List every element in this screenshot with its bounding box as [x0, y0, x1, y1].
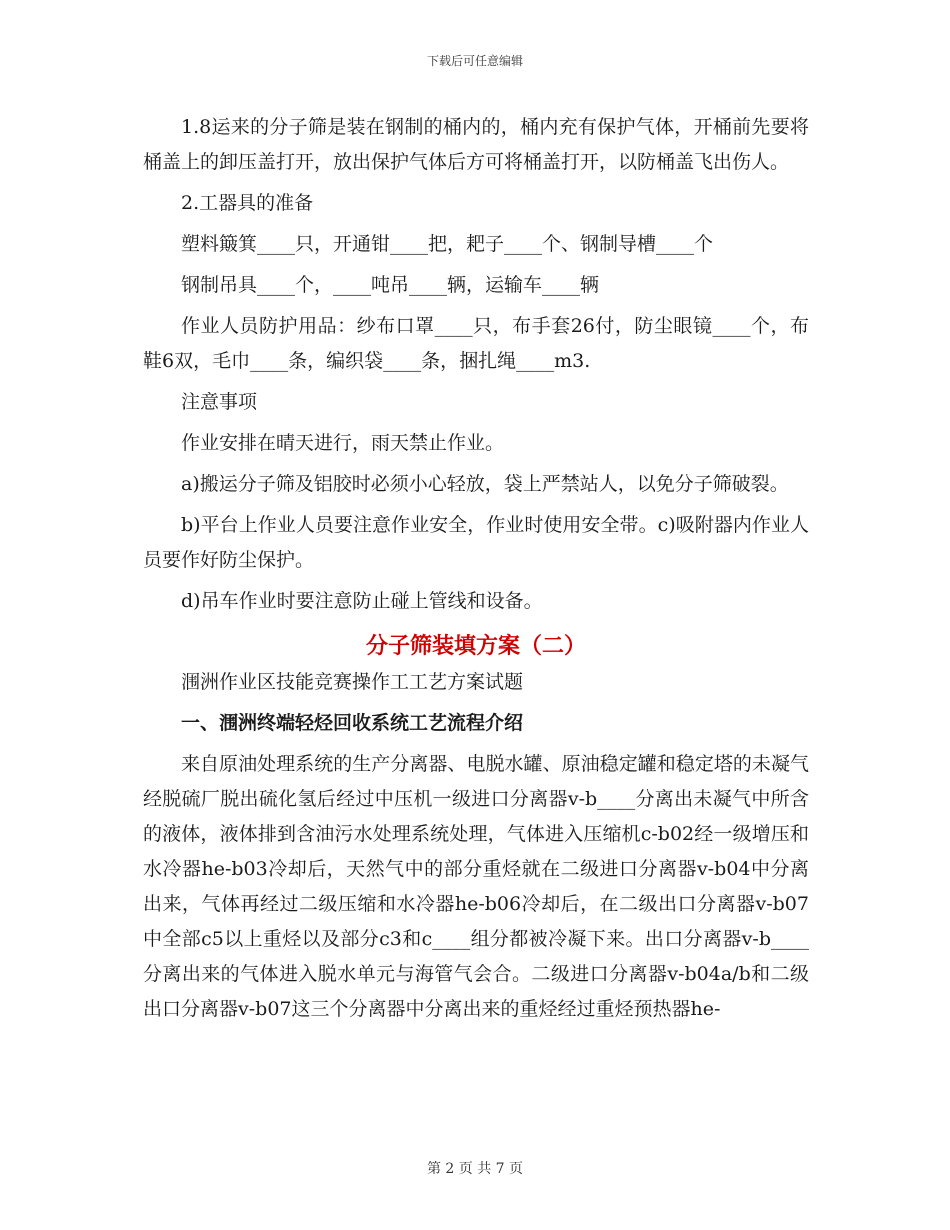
paragraph-note-d: d)吊车作业时要注意防止碰上管线和设备。 [181, 590, 543, 612]
section-heading: 一、涠洲终端轻烃回收系统工艺流程介绍 [181, 712, 524, 734]
paragraph-note-b-c: b)平台上作业人员要注意作业安全，作业时使用安全带。c)吸附器内作业人员要作好防尘保护。 [143, 514, 809, 571]
paragraph-tools-heading: 2.工器具的准备 [181, 192, 314, 214]
paragraph-note-a: a)搬运分子筛及铝胶时必须小心轻放，袋上严禁站人，以免分子筛破裂。 [181, 473, 789, 495]
page-header: 下载后可任意编辑 [426, 54, 523, 68]
document-body [143, 110, 809, 1027]
paragraph-protective-gear: 作业人员防护用品：纱布口罩____只，布手套26付，防尘眼镜____个，布鞋6双，毛巾____条，编织袋____条，捆扎绳____m3. [143, 315, 809, 372]
subtitle: 涠洲作业区技能竞赛操作工工艺方案试题 [181, 671, 524, 693]
section-title: 分子筛装填方案（二） [365, 633, 586, 659]
paragraph-intro: 1.8运来的分子筛是装在钢制的桶内的，桶内充有保护气体，开桶前先要将桶盖上的卸压盖打开，放出保护气体后方可将桶盖打开，以防桶盖飞出伤人。 [143, 116, 809, 173]
paragraph-weather: 作业安排在晴天进行，雨天禁止作业。 [181, 432, 505, 454]
paragraph-tools-line-1: 塑料簸箕____只，开通钳____把，耙子____个、钢制导槽____个 [181, 233, 714, 255]
paragraph-tools-line-2: 钢制吊具____个，____吨吊____辆，运输车____辆 [181, 274, 600, 296]
paragraph-process-description: 来自原油处理系统的生产分离器、电脱水罐、原油稳定罐和稳定塔的未凝气经脱硫厂脱出硫化氢后经过中压机一级进口分离器v-b____分离出未凝气中所含的液体，液体排到含油污水处理系统处理，气体进入压缩机c-b02经一级增压和水冷器he-b03冷却后，天然气中的部分重烃就在二级进口分离器v-b04中分离出来，气体再经过二级压缩和水冷器he-b06冷却后，在二级出口分离器v-b07中全部c5以上重烃以及部分c3和c____组分都被冷凝下来。出口分离器v-b____分离出来的气体进入脱水单元与海管气会合。二级进口分离器v-b04a/b和二级出口分离器v-b07这三个分离器中分离出来的重烃经过重烃预热器he- [143, 753, 809, 1020]
paragraph-notes-heading: 注意事项 [181, 391, 258, 413]
page-footer: 第 2 页 共 7 页 [426, 1161, 524, 1177]
